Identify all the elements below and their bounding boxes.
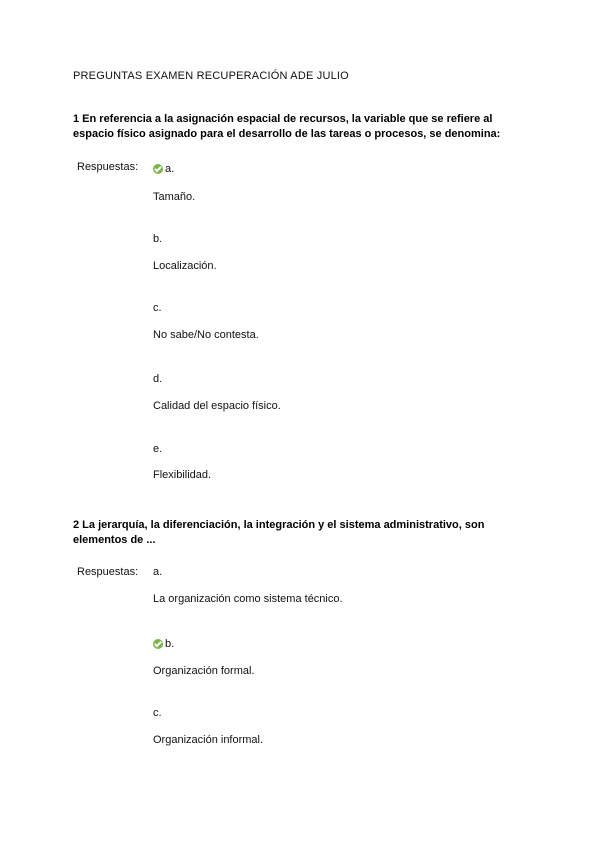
question-2-responses-label: Respuestas:: [77, 566, 139, 578]
question-1-option-d-letter: d.: [153, 373, 163, 385]
question-2-option-a-text: La organización como sistema técnico.: [153, 593, 343, 605]
question-1-responses-label: Respuestas:: [77, 161, 139, 173]
question-2-option-a-letter: a.: [153, 566, 163, 578]
option-letter: a.: [165, 163, 175, 175]
question-2-option-c-text: Organización informal.: [153, 734, 264, 746]
question-1-option-e-letter: e.: [153, 443, 163, 455]
question-1-text: 1 En referencia a la asignación espacial de recursos, la variable que se refiere al espacio físico asignado para el desarrollo de las tareas o procesos, se denomina:: [73, 113, 501, 140]
question-2-option-b-text: Organización formal.: [153, 665, 255, 677]
question-2-option-c-letter: c.: [153, 707, 162, 719]
question-1-option-b-letter: b.: [153, 233, 163, 245]
question-1-option-e-text: Flexibilidad.: [153, 469, 212, 481]
question-1-option-b-text: Localización.: [153, 260, 217, 272]
check-circle-icon: [153, 164, 163, 174]
check-circle-icon: [153, 639, 163, 649]
option-letter: b.: [165, 638, 175, 650]
question-1-option-c-text: No sabe/No contesta.: [153, 329, 259, 341]
question-2-option-b-letter: [153, 638, 174, 650]
question-1-option-c-letter: c.: [153, 302, 162, 314]
question-2-text: 2 La jerarquía, la diferenciación, la integración y el sistema administrativo, son elementos de ...: [73, 519, 485, 546]
question-1-option-d-text: Calidad del espacio físico.: [153, 400, 281, 412]
document-title: PREGUNTAS EXAMEN RECUPERACIÓN ADE JULIO: [73, 70, 349, 82]
question-1-option-a-letter: [153, 163, 174, 175]
question-1-option-a-text: Tamaño.: [153, 191, 196, 203]
